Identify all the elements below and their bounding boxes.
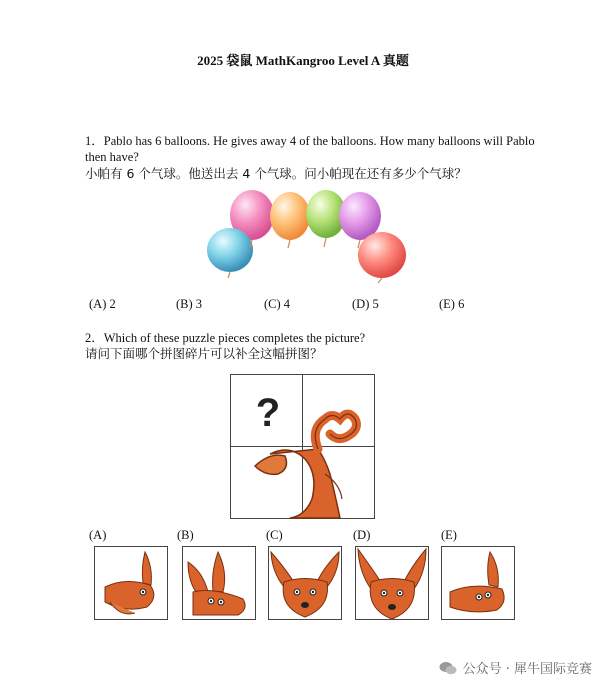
question-2-english: 2．Which of these puzzle pieces completes the picture? bbox=[85, 331, 366, 345]
choice-b-label: (B) bbox=[177, 528, 194, 542]
option-b[interactable]: (B) 3 bbox=[176, 297, 203, 311]
balloon-blue bbox=[207, 228, 253, 272]
choice-e-piece[interactable] bbox=[441, 546, 515, 620]
choice-d-piece[interactable] bbox=[355, 546, 429, 620]
balloon-purple bbox=[339, 192, 381, 240]
choice-a-label: (A) bbox=[89, 528, 107, 542]
option-c[interactable]: (C) 4 bbox=[264, 297, 291, 311]
choice-c-piece[interactable] bbox=[268, 546, 342, 620]
option-e[interactable]: (E) 6 bbox=[439, 297, 465, 311]
choice-c-label: (C) bbox=[266, 528, 283, 542]
balloons-illustration bbox=[200, 190, 415, 285]
puzzle-picture bbox=[230, 374, 375, 519]
question-2-chinese: 请问下面哪个拼图碎片可以补全这幅拼图？ bbox=[85, 346, 323, 361]
question-1-chinese: 小帕有 6 个气球。他送出去 4 个气球。问小帕现在还有多少个气球？ bbox=[85, 166, 467, 181]
wechat-icon bbox=[439, 661, 457, 675]
question-mark: ? bbox=[255, 391, 281, 435]
balloon-orange bbox=[270, 192, 310, 240]
choice-a-piece[interactable] bbox=[94, 546, 168, 620]
choice-e-label: (E) bbox=[441, 528, 457, 542]
watermark bbox=[439, 658, 592, 677]
page-title: 2025 袋鼠 MathKangroo Level A 真题 bbox=[197, 53, 409, 68]
choice-b-piece[interactable] bbox=[182, 546, 256, 620]
question-1-english: 1．Pablo has 6 balloons. He gives away 4 of the balloons. How many balloons will Pablo then have? bbox=[85, 134, 535, 164]
watermark-text: 公众号 · 犀牛国际竞赛 bbox=[462, 662, 592, 677]
choice-d-label: (D) bbox=[353, 528, 371, 542]
balloon-red bbox=[358, 232, 406, 278]
option-d[interactable]: (D) 5 bbox=[352, 297, 379, 311]
option-a[interactable]: (A) 2 bbox=[89, 297, 116, 311]
